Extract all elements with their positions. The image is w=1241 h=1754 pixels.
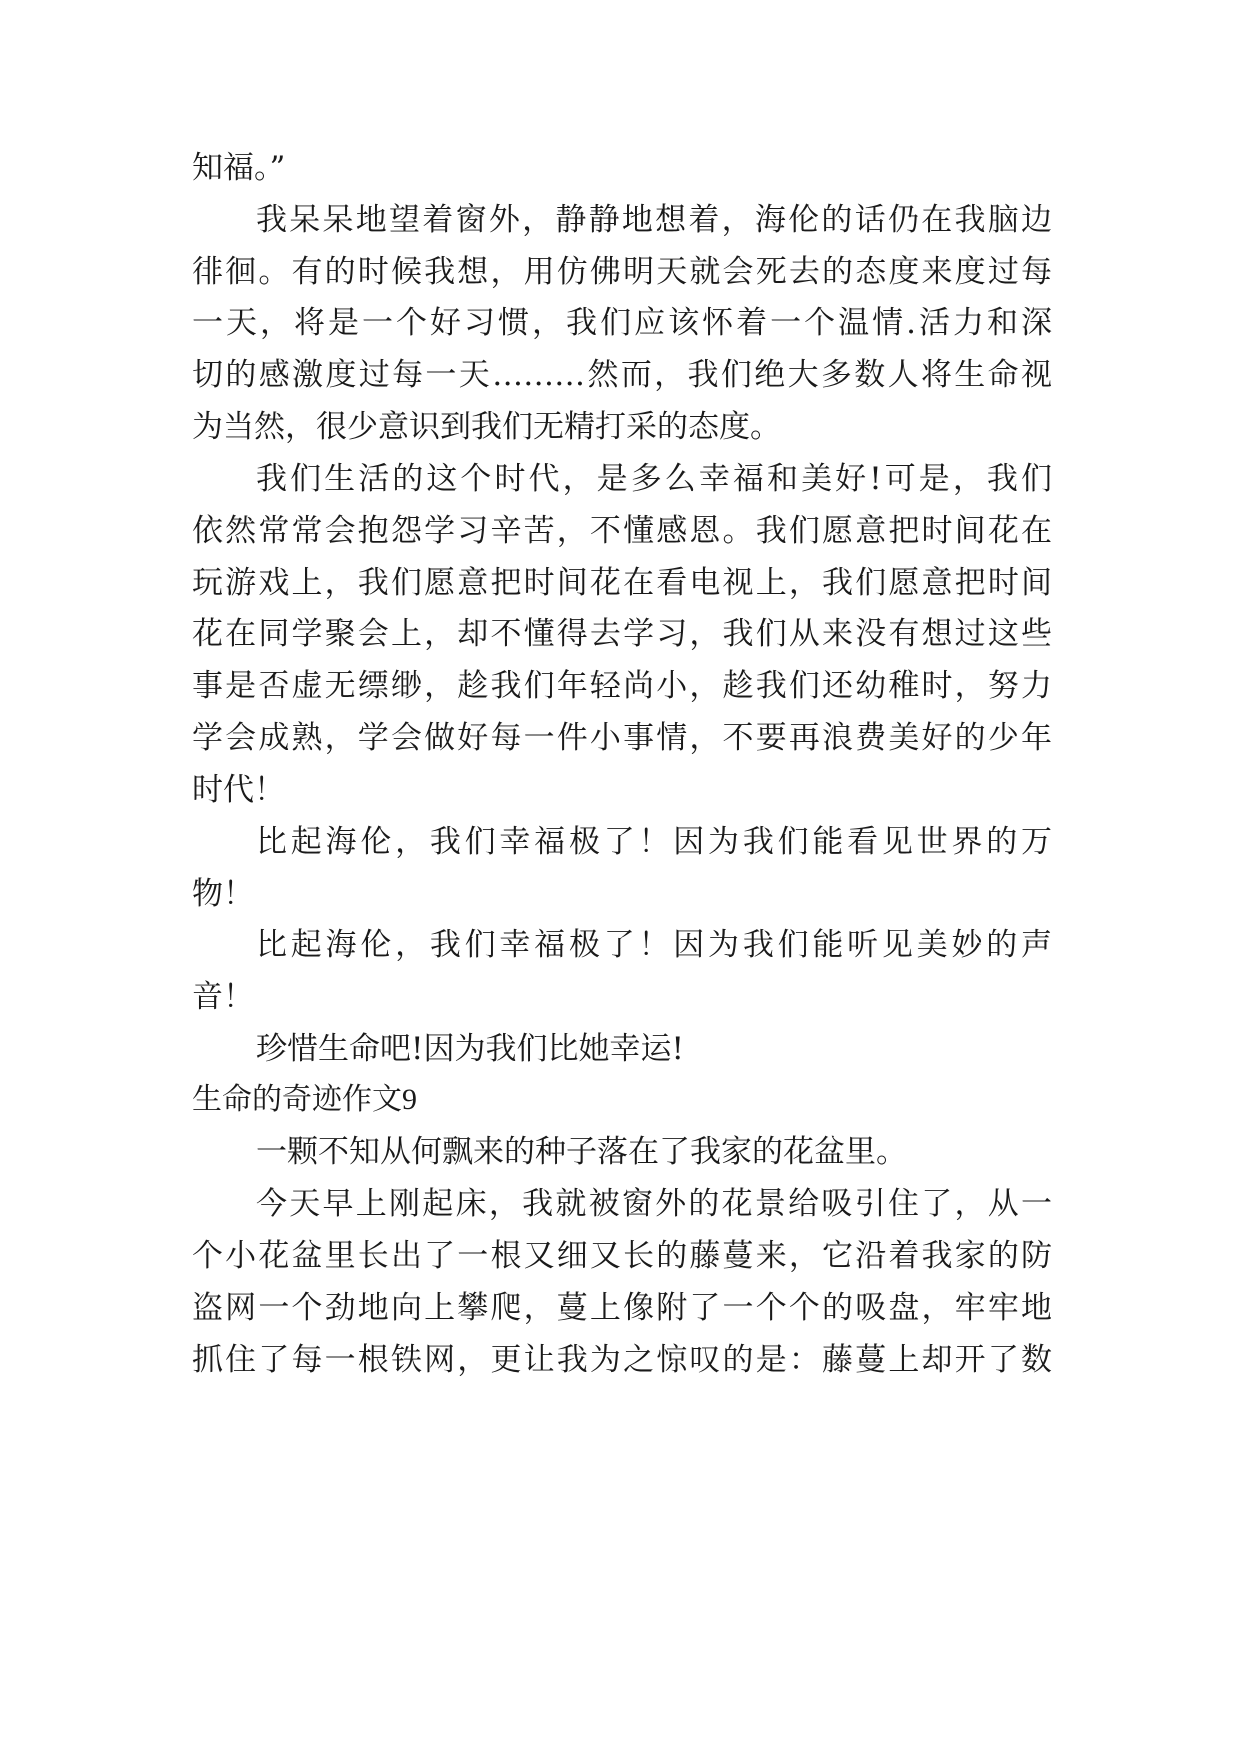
- paragraph-first-line: 比起海伦，我们幸福极了！因为我们能看见世界的万: [256, 824, 1052, 860]
- text-line: 知福。”: [192, 150, 286, 186]
- paragraph-first-line: 今天早上刚起床，我就被窗外的花景给吸引住了，从一: [256, 1186, 1052, 1222]
- text-line: 切的感激度过每一天………然而，我们绝大多数人将生命视: [192, 357, 1052, 393]
- text-line: 盗网一个劲地向上攀爬，蔓上像附了一个个的吸盘，牢牢地: [192, 1290, 1052, 1326]
- text-line: 玩游戏上，我们愿意把时间花在看电视上，我们愿意把时间: [192, 565, 1052, 601]
- text-line: 学会成熟，学会做好每一件小事情，不要再浪费美好的少年: [192, 720, 1052, 756]
- text-line: 为当然，很少意识到我们无精打采的态度。: [192, 409, 781, 445]
- text-line: 音！: [192, 979, 254, 1015]
- paragraph-first-line: 珍惜生命吧!因为我们比她幸运!: [256, 1031, 684, 1067]
- paragraph-first-line: 我呆呆地望着窗外，静静地想着，海伦的话仍在我脑边: [256, 202, 1052, 238]
- text-line: 物！: [192, 876, 254, 912]
- section-heading: 生命的奇迹作文9: [192, 1083, 417, 1116]
- paragraph-first-line: 我们生活的这个时代，是多么幸福和美好!可是，我们: [256, 461, 1052, 497]
- text-line: 时代！: [192, 772, 285, 808]
- text-line: 抓住了每一根铁网，更让我为之惊叹的是：藤蔓上却开了数: [192, 1342, 1052, 1378]
- paragraph-first-line: 一颗不知从何飘来的种子落在了我家的花盆里。: [256, 1134, 907, 1170]
- text-line: 个小花盆里长出了一根又细又长的藤蔓来，它沿着我家的防: [192, 1238, 1052, 1274]
- text-line: 事是否虚无缥缈，趁我们年轻尚小，趁我们还幼稚时，努力: [192, 668, 1052, 704]
- text-line: 徘徊。有的时候我想，用仿佛明天就会死去的态度来度过每: [192, 254, 1052, 290]
- text-line: 依然常常会抱怨学习辛苦，不懂感恩。我们愿意把时间花在: [192, 513, 1052, 549]
- paragraph-first-line: 比起海伦，我们幸福极了！因为我们能听见美妙的声: [256, 927, 1052, 963]
- text-line: 花在同学聚会上，却不懂得去学习，我们从来没有想过这些: [192, 616, 1052, 652]
- text-line: 一天，将是一个好习惯，我们应该怀着一个温情.活力和深: [192, 305, 1052, 341]
